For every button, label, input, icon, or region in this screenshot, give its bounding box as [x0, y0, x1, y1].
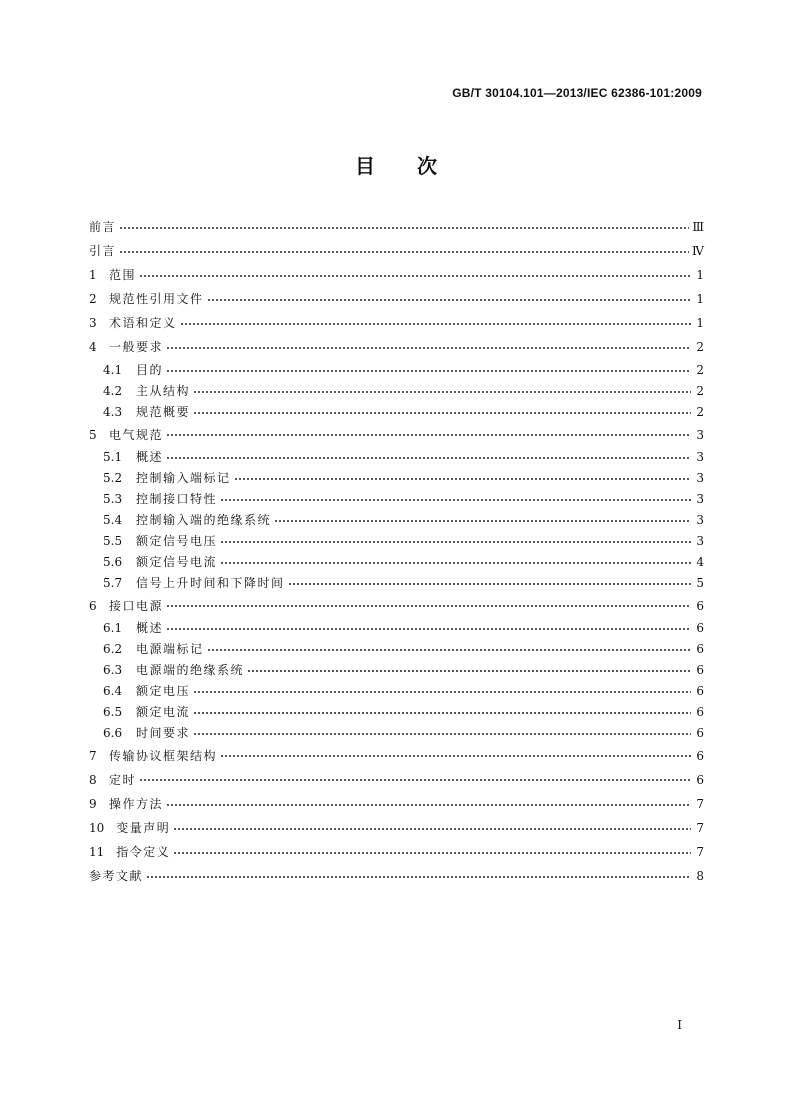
- toc-entry-label: 控制输入端标记: [136, 470, 231, 485]
- toc-entry[interactable]: [89, 768, 704, 792]
- toc-entry-number: 2: [89, 292, 97, 307]
- toc-entry[interactable]: [89, 552, 704, 573]
- toc-entry[interactable]: [89, 639, 704, 660]
- dot-leader: [139, 775, 691, 785]
- toc-entry[interactable]: [89, 744, 704, 768]
- toc-entry-number: 5.5: [103, 533, 123, 548]
- standard-code: GB/T 30104.101—2013/IEC 62386-101:2009: [452, 86, 702, 100]
- dot-leader: [166, 601, 691, 611]
- toc-entry-label: 电源端的绝缘系统: [136, 662, 245, 677]
- toc-entry-number: 9: [89, 796, 97, 811]
- toc-entry-number: 4: [89, 340, 97, 355]
- toc-entry[interactable]: [89, 681, 704, 702]
- dot-leader: [173, 847, 691, 857]
- toc-entry-page: 5: [696, 575, 704, 590]
- toc-entry-number: 7: [89, 748, 97, 763]
- toc-entry[interactable]: [89, 239, 704, 263]
- title-char-2: 次: [417, 154, 437, 178]
- toc-entry-page: 1: [696, 316, 704, 331]
- dot-leader: [220, 494, 691, 504]
- dot-leader: [247, 665, 691, 675]
- toc-entry-number: 4.1: [103, 362, 123, 377]
- toc-entry-label: 控制接口特性: [136, 491, 218, 506]
- toc-entry-label: 变量声明: [116, 821, 171, 836]
- toc-entry-label: 额定电压: [136, 683, 191, 698]
- toc-entry[interactable]: [89, 402, 704, 423]
- toc-entry-label: 参考文献: [89, 869, 144, 884]
- toc-entry[interactable]: [89, 660, 704, 681]
- dot-leader: [288, 578, 691, 588]
- dot-leader: [193, 686, 691, 696]
- toc-entry-page: 4: [696, 554, 704, 569]
- dot-leader: [274, 515, 691, 525]
- table-of-contents: [89, 215, 704, 888]
- toc-entry-page: 2: [696, 383, 704, 398]
- toc-entry-page: 2: [696, 404, 704, 419]
- page-number: I: [677, 1018, 682, 1032]
- toc-entry-page: 6: [696, 598, 704, 613]
- toc-entry-number: 5.7: [103, 575, 123, 590]
- toc-entry-number: 6.4: [103, 683, 123, 698]
- toc-entry-page: 6: [696, 641, 704, 656]
- toc-entry-page: Ⅳ: [692, 244, 704, 259]
- dot-leader: [166, 799, 691, 809]
- toc-entry-label: 概述: [136, 449, 164, 464]
- toc-entry-number: 4.2: [103, 383, 123, 398]
- toc-entry-label: 电源端标记: [136, 641, 204, 656]
- toc-entry-label: 信号上升时间和下降时间: [136, 575, 285, 590]
- dot-leader: [207, 294, 691, 304]
- toc-entry-label: 额定电流: [136, 704, 191, 719]
- toc-entry-page: 2: [696, 362, 704, 377]
- toc-entry-label: 时间要求: [136, 725, 191, 740]
- toc-entry-label: 规范概要: [136, 404, 191, 419]
- dot-leader: [166, 623, 691, 633]
- toc-entry-label: 引言: [89, 244, 117, 259]
- toc-entry-number: 8: [89, 772, 97, 787]
- dot-leader: [166, 452, 691, 462]
- toc-entry-label: 概述: [136, 620, 164, 635]
- toc-entry-label: 额定信号电流: [136, 554, 218, 569]
- toc-entry[interactable]: [89, 840, 704, 864]
- dot-leader: [119, 246, 689, 256]
- toc-entry[interactable]: [89, 618, 704, 639]
- toc-entry-number: 6.6: [103, 725, 123, 740]
- toc-entry-label: 规范性引用文件: [109, 292, 204, 307]
- toc-entry-number: 4.3: [103, 404, 123, 419]
- toc-entry-number: 10: [89, 821, 105, 836]
- toc-entry-number: 5.6: [103, 554, 123, 569]
- toc-entry[interactable]: [89, 287, 704, 311]
- toc-entry-number: 6.2: [103, 641, 123, 656]
- toc-entry[interactable]: [89, 447, 704, 468]
- dot-leader: [166, 365, 691, 375]
- dot-leader: [220, 557, 691, 567]
- toc-entry-page: 6: [696, 725, 704, 740]
- toc-entry-page: 6: [696, 620, 704, 635]
- toc-entry-page: 6: [696, 748, 704, 763]
- dot-leader: [193, 707, 691, 717]
- dot-leader: [139, 270, 691, 280]
- toc-entry-number: 1: [89, 268, 97, 283]
- toc-entry-number: 5.1: [103, 449, 123, 464]
- toc-entry-number: 6.3: [103, 662, 123, 677]
- toc-entry[interactable]: [89, 531, 704, 552]
- toc-entry-page: 7: [696, 845, 704, 860]
- toc-entry-label: 定时: [109, 772, 137, 787]
- toc-entry[interactable]: [89, 702, 704, 723]
- toc-entry-label: 范围: [109, 268, 137, 283]
- toc-entry[interactable]: [89, 489, 704, 510]
- toc-entry-page: 6: [696, 683, 704, 698]
- toc-entry-number: 11: [89, 845, 105, 860]
- dot-leader: [166, 430, 691, 440]
- dot-leader: [193, 728, 691, 738]
- toc-entry[interactable]: [89, 381, 704, 402]
- toc-entry-label: 主从结构: [136, 383, 191, 398]
- toc-entry-number: 5.3: [103, 491, 123, 506]
- toc-entry[interactable]: [89, 723, 704, 744]
- dot-leader: [193, 386, 691, 396]
- toc-entry-label: 一般要求: [109, 340, 164, 355]
- toc-entry[interactable]: [89, 468, 704, 489]
- toc-entry-number: 5.4: [103, 512, 123, 527]
- toc-entry-page: Ⅲ: [692, 220, 704, 234]
- toc-entry-label: 术语和定义: [109, 316, 177, 331]
- toc-entry-label: 前言: [89, 220, 117, 234]
- toc-entry-page: 3: [696, 491, 704, 506]
- toc-entry-page: 6: [696, 772, 704, 787]
- toc-entry[interactable]: [89, 594, 704, 618]
- toc-entry[interactable]: [89, 423, 704, 447]
- toc-entry-page: 3: [696, 449, 704, 464]
- toc-entry[interactable]: [89, 864, 704, 888]
- toc-entry-page: 6: [696, 704, 704, 719]
- dot-leader: [173, 823, 691, 833]
- toc-entry[interactable]: [89, 573, 704, 594]
- toc-entry-number: 6.5: [103, 704, 123, 719]
- toc-entry[interactable]: [89, 335, 704, 359]
- dot-leader: [146, 871, 691, 881]
- dot-leader: [220, 751, 691, 761]
- toc-entry-page: 6: [696, 662, 704, 677]
- dot-leader: [207, 644, 691, 654]
- toc-entry-page: 3: [696, 470, 704, 485]
- toc-entry[interactable]: [89, 360, 704, 381]
- toc-entry-number: 5: [89, 427, 97, 442]
- toc-entry[interactable]: [89, 816, 704, 840]
- toc-entry-page: 2: [696, 340, 704, 355]
- toc-entry-label: 目的: [136, 362, 164, 377]
- dot-leader: [180, 318, 691, 328]
- toc-entry-page: 1: [696, 268, 704, 283]
- toc-entry-number: 6: [89, 598, 97, 613]
- toc-entry-page: 3: [696, 512, 704, 527]
- toc-entry[interactable]: [89, 215, 704, 239]
- toc-entry-page: 3: [696, 533, 704, 548]
- toc-entry-label: 电气规范: [109, 427, 164, 442]
- toc-entry-page: 8: [696, 869, 704, 884]
- toc-entry[interactable]: [89, 263, 704, 287]
- dot-leader: [166, 343, 691, 353]
- toc-entry-label: 控制输入端的绝缘系统: [136, 512, 272, 527]
- toc-entry[interactable]: [89, 792, 704, 816]
- dot-leader: [119, 222, 689, 232]
- toc-entry[interactable]: [89, 510, 704, 531]
- toc-entry-label: 传输协议框架结构: [109, 748, 218, 763]
- toc-entry-number: 6.1: [103, 620, 123, 635]
- dot-leader: [234, 473, 691, 483]
- toc-entry-page: 3: [696, 427, 704, 442]
- toc-entry-number: 5.2: [103, 470, 123, 485]
- toc-entry-page: 7: [696, 796, 704, 811]
- title-char-1: 目: [355, 154, 375, 178]
- toc-entry-label: 额定信号电压: [136, 533, 218, 548]
- toc-entry[interactable]: [89, 311, 704, 335]
- page-title: [0, 150, 792, 179]
- toc-entry-label: 操作方法: [109, 796, 164, 811]
- toc-entry-label: 接口电源: [109, 598, 164, 613]
- toc-entry-number: 3: [89, 316, 97, 331]
- toc-entry-label: 指令定义: [116, 845, 171, 860]
- toc-entry-page: 7: [696, 821, 704, 836]
- toc-entry-page: 1: [696, 292, 704, 307]
- dot-leader: [220, 536, 691, 546]
- dot-leader: [193, 407, 691, 417]
